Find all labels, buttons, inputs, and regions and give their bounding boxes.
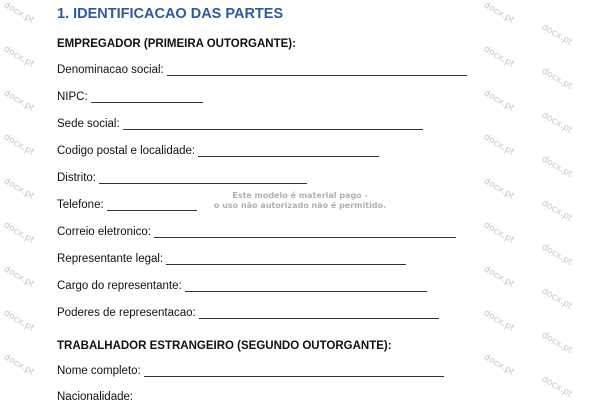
field-correio-eletronico [57, 226, 456, 238]
field-label: Cargo do representante: [57, 280, 182, 292]
blank-line[interactable] [123, 119, 423, 130]
watermark-text: docx.pt [539, 110, 574, 136]
watermark-text: docx.pt [1, 0, 36, 26]
field-codigo-postal [57, 145, 379, 157]
blank-line[interactable] [166, 254, 406, 265]
watermark-text: docx.pt [539, 66, 574, 92]
blank-line[interactable] [144, 366, 444, 377]
field-denominacao-social [57, 64, 467, 76]
employer-heading: EMPREGADOR (PRIMEIRA OUTORGANTE): [57, 38, 296, 50]
watermark-text: docx.pt [481, 88, 516, 114]
field-label: Codigo postal e localidade: [57, 145, 196, 157]
watermark-text: docx.pt [1, 176, 36, 202]
field-telefone [57, 199, 197, 211]
watermark-text: docx.pt [539, 154, 574, 180]
field-nacionalidade [57, 391, 133, 403]
notice-line-1: Este modelo é material pago - [232, 191, 368, 200]
blank-line[interactable] [107, 200, 197, 211]
watermark-text: docx.pt [1, 352, 36, 378]
field-sede-social [57, 118, 423, 130]
field-label: Nacionalidade: [57, 391, 134, 403]
field-cargo-representante [57, 280, 427, 292]
watermark-text: docx.pt [539, 330, 574, 356]
blank-line[interactable] [154, 227, 456, 238]
field-label: Representante legal: [57, 253, 164, 265]
blank-line[interactable] [185, 281, 427, 292]
paid-template-notice [190, 191, 410, 211]
watermark-text: docx.pt [1, 308, 36, 334]
field-label: Distrito: [57, 172, 96, 184]
watermark-text: docx.pt [539, 374, 574, 400]
watermark-text: docx.pt [481, 176, 516, 202]
field-label: Nome completo: [57, 365, 141, 377]
field-nome-completo [57, 365, 444, 377]
blank-line[interactable] [198, 146, 379, 157]
watermark-text: docx.pt [539, 22, 574, 48]
blank-line[interactable] [91, 92, 203, 103]
watermark-text: docx.pt [481, 308, 516, 334]
watermark-text: docx.pt [1, 132, 36, 158]
field-nipc [57, 91, 203, 103]
watermark-text: docx.pt [481, 220, 516, 246]
watermark-text: docx.pt [1, 264, 36, 290]
watermark-text: docx.pt [481, 132, 516, 158]
watermark-text: docx.pt [1, 220, 36, 246]
watermark-text: docx.pt [481, 44, 516, 70]
blank-line[interactable] [99, 173, 307, 184]
watermark-text: docx.pt [1, 88, 36, 114]
blank-line[interactable] [167, 65, 467, 76]
field-label: Telefone: [57, 199, 104, 211]
field-distrito [57, 172, 307, 184]
watermark-text: docx.pt [539, 242, 574, 268]
notice-line-2: o uso não autorizado não é permitido. [213, 201, 387, 210]
worker-heading: TRABALHADOR ESTRANGEIRO (SEGUNDO OUTORGANTE): [57, 340, 392, 352]
watermark-text: docx.pt [1, 44, 36, 70]
field-label: NIPC: [57, 91, 88, 103]
watermark-text: docx.pt [481, 352, 516, 378]
watermark-text: docx.pt [481, 0, 516, 26]
field-label: Correio eletronico: [57, 226, 151, 238]
watermark-text: docx.pt [539, 286, 574, 312]
field-representante-legal [57, 253, 406, 265]
section-title: 1. IDENTIFICACAO DAS PARTES [57, 6, 284, 22]
field-label: Denominacao social: [57, 64, 164, 76]
blank-line[interactable] [199, 308, 439, 319]
field-label: Sede social: [57, 118, 120, 130]
field-label: Poderes de representacao: [57, 307, 196, 319]
watermark-text: docx.pt [539, 198, 574, 224]
watermark-text: docx.pt [481, 264, 516, 290]
field-poderes-representacao [57, 307, 439, 319]
